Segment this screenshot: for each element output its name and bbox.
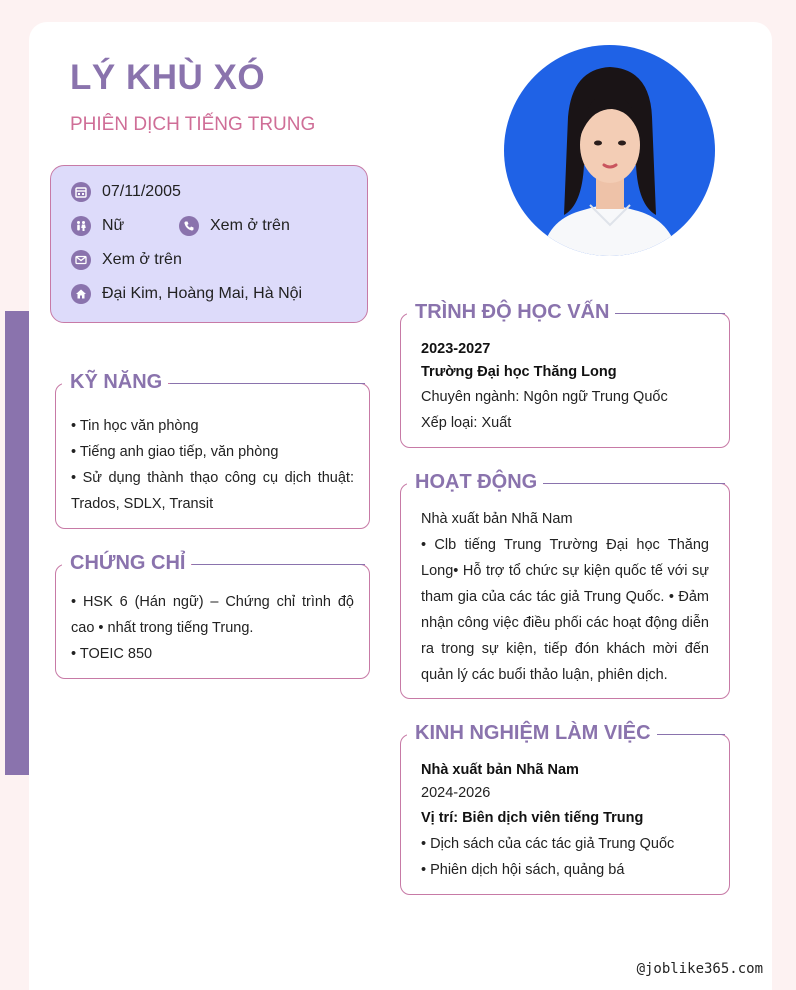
contact-address: Đại Kim, Hoàng Mai, Hà Nội (102, 285, 303, 302)
skill-item: • Tiếng anh giao tiếp, văn phòng (71, 444, 279, 460)
contact-gender-row (71, 216, 124, 236)
activities-title-rule (542, 483, 725, 484)
contact-birthday-row (71, 182, 181, 202)
education-years: 2023-2027 (421, 341, 491, 357)
candidate-role: PHIÊN DỊCH TIẾNG TRUNG (70, 114, 316, 135)
contact-email: Xem ở trên (102, 251, 182, 268)
skills-title-rule (170, 383, 365, 384)
skills-title: KỸ NĂNG (62, 371, 168, 394)
home-icon (71, 284, 91, 304)
experience-position: Vị trí: Biên dịch viên tiếng Trung (421, 810, 644, 826)
contact-gender: Nữ (102, 217, 125, 234)
skill-item: • Sử dụng thành thạo công cụ dịch thuật: Trados, SDLX, Transit (71, 470, 354, 512)
experience-item: • Dịch sách của các tác giả Trung Quốc (421, 836, 675, 852)
education-grade: Xếp loại: Xuất (421, 415, 512, 431)
calendar-icon (71, 182, 91, 202)
experience-title-rule (652, 734, 725, 735)
education-title: TRÌNH ĐỘ HỌC VẤN (407, 301, 615, 324)
mail-icon (71, 250, 91, 270)
certificate-item: • HSK 6 (Hán ngữ) – Chứng chỉ trình độ cao • nhất trong tiếng Trung. (71, 594, 354, 636)
activities-org: Nhà xuất bản Nhã Nam (421, 511, 573, 527)
contact-box (50, 165, 368, 323)
contact-address-row (71, 284, 302, 304)
experience-period: 2024-2026 (421, 785, 491, 801)
certificates-title-rule (192, 564, 365, 565)
education-major: Chuyên ngành: Ngôn ngữ Trung Quốc (421, 389, 668, 405)
contact-birthday: 07/11/2005 (102, 183, 181, 200)
experience-item: • Phiên dịch hội sách, quảng bá (421, 862, 625, 878)
activities-title: HOẠT ĐỘNG (407, 471, 543, 494)
footer-handle: @joblike365.com (636, 961, 763, 977)
phone-icon (179, 216, 199, 236)
experience-title: KINH NGHIỆM LÀM VIỆC (407, 722, 657, 745)
candidate-name: LÝ KHÙ XÓ (70, 58, 266, 97)
certificate-item: • TOEIC 850 (71, 646, 153, 662)
gender-icon (71, 216, 91, 236)
contact-email-row (71, 250, 182, 270)
right-page-edge (772, 0, 796, 990)
contact-phone: Xem ở trên (210, 217, 290, 234)
contact-phone-row (179, 216, 290, 236)
certificates-title: CHỨNG CHỈ (62, 552, 191, 575)
activities-description: • Clb tiếng Trung Trường Đại học Thăng Long• Hỗ trợ tổ chức sự kiện quốc tế với sự tham gia của các tác giả Trung Quốc. • Đảm nhận công việc điều phối các hoạt động diễn ra trong sự kiện, tiếp đón khách mời đến quản lý các buổi thảo luận, phiên dịch. (421, 537, 709, 683)
experience-company: Nhà xuất bản Nhã Nam (421, 762, 579, 778)
education-title-rule (612, 313, 725, 314)
education-school: Trường Đại học Thăng Long (421, 364, 617, 380)
profile-photo-illustration (504, 45, 715, 256)
skill-item: • Tin học văn phòng (71, 418, 199, 434)
left-accent-band (5, 311, 29, 775)
profile-photo (504, 45, 715, 256)
